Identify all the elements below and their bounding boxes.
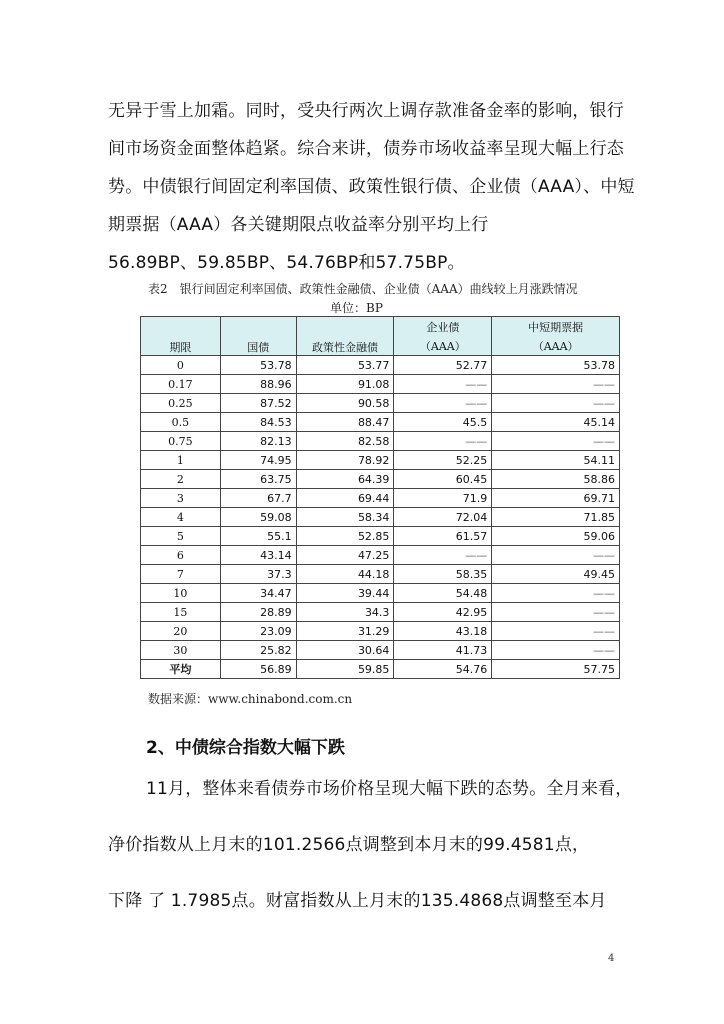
table-row xyxy=(141,603,620,622)
cell-period: 0 xyxy=(141,356,221,375)
cell-period: 3 xyxy=(141,489,221,508)
cell-enterprise: 42.95 xyxy=(394,603,492,622)
cell-treasury: 28.89 xyxy=(220,603,296,622)
table-row xyxy=(141,641,620,660)
cell-period: 0.5 xyxy=(141,413,221,432)
cell-enterprise: 43.18 xyxy=(394,622,492,641)
table-source: 数据来源：www.chinabond.com.cn xyxy=(148,692,353,706)
section-heading: 2、中债综合指数大幅下跌 xyxy=(146,738,345,758)
header-treasury: 国债 xyxy=(220,317,296,356)
cell-enterprise: 61.57 xyxy=(394,527,492,546)
table-row xyxy=(141,565,620,584)
cell-enterprise: —— xyxy=(394,375,492,394)
cell-policy-bank: 90.58 xyxy=(296,394,394,413)
cell-enterprise: 52.25 xyxy=(394,451,492,470)
table-row xyxy=(141,546,620,565)
cell-short-note: —— xyxy=(492,622,620,641)
cell-policy-bank: 53.77 xyxy=(296,356,394,375)
cell-short-note: —— xyxy=(492,394,620,413)
cell-treasury: 34.47 xyxy=(220,584,296,603)
table-caption: 表2 银行间固定利率国债、政策性金融债、企业债（AAA）曲线较上月涨跌情况 xyxy=(148,282,578,296)
cell-enterprise: 71.9 xyxy=(394,489,492,508)
cell-enterprise: —— xyxy=(394,432,492,451)
cell-policy-bank: 30.64 xyxy=(296,641,394,660)
cell-period: 20 xyxy=(141,622,221,641)
page-number: 4 xyxy=(608,953,615,964)
cell-policy-bank: 58.34 xyxy=(296,508,394,527)
cell-treasury: 87.52 xyxy=(220,394,296,413)
cell-enterprise: —— xyxy=(394,546,492,565)
cell-policy-bank: 39.44 xyxy=(296,584,394,603)
cell-treasury: 88.96 xyxy=(220,375,296,394)
cell-policy-bank: 88.47 xyxy=(296,413,394,432)
cell-short-note: —— xyxy=(492,603,620,622)
table-row xyxy=(141,451,620,470)
cell-period: 7 xyxy=(141,565,221,584)
header-enterprise: 企业债 xyxy=(394,317,492,337)
cell-period: 10 xyxy=(141,584,221,603)
paragraph-line: 56.89BP、59.85BP、54.76BP和57.75BP。 xyxy=(108,253,465,273)
cell-treasury: 23.09 xyxy=(220,622,296,641)
paragraph-line: 无异于雪上加霜。同时，受央行两次上调存款准备金率的影响，银行 xyxy=(108,101,624,121)
table-row xyxy=(141,508,620,527)
cell-short-note: 57.75 xyxy=(492,660,620,679)
table-row xyxy=(141,527,620,546)
table-row xyxy=(141,375,620,394)
table-row xyxy=(141,470,620,489)
cell-treasury: 43.14 xyxy=(220,546,296,565)
cell-policy-bank: 52.85 xyxy=(296,527,394,546)
cell-period: 30 xyxy=(141,641,221,660)
cell-treasury: 82.13 xyxy=(220,432,296,451)
cell-short-note: 58.86 xyxy=(492,470,620,489)
cell-enterprise: 41.73 xyxy=(394,641,492,660)
cell-policy-bank: 31.29 xyxy=(296,622,394,641)
table-row xyxy=(141,489,620,508)
table-body xyxy=(141,356,620,679)
paragraph-line: 净价指数从上月末的101.2566点调整到本月末的99.4581点， xyxy=(108,835,590,855)
cell-policy-bank: 69.44 xyxy=(296,489,394,508)
header-short-note: 中短期票据 xyxy=(492,317,620,337)
cell-policy-bank: 47.25 xyxy=(296,546,394,565)
cell-period: 平均 xyxy=(141,660,221,679)
cell-policy-bank: 91.08 xyxy=(296,375,394,394)
cell-enterprise: 60.45 xyxy=(394,470,492,489)
cell-enterprise: —— xyxy=(394,394,492,413)
cell-short-note: 53.78 xyxy=(492,356,620,375)
paragraph-line: 间市场资金面整体趋紧。综合来讲，债券市场收益率呈现大幅上行态 xyxy=(108,139,624,159)
cell-period: 0.17 xyxy=(141,375,221,394)
cell-short-note: 71.85 xyxy=(492,508,620,527)
cell-policy-bank: 82.58 xyxy=(296,432,394,451)
cell-treasury: 63.75 xyxy=(220,470,296,489)
cell-short-note: —— xyxy=(492,641,620,660)
cell-short-note: 54.11 xyxy=(492,451,620,470)
cell-treasury: 37.3 xyxy=(220,565,296,584)
cell-enterprise: 54.48 xyxy=(394,584,492,603)
cell-policy-bank: 44.18 xyxy=(296,565,394,584)
cell-short-note: 69.71 xyxy=(492,489,620,508)
cell-period: 6 xyxy=(141,546,221,565)
cell-policy-bank: 34.3 xyxy=(296,603,394,622)
cell-short-note: —— xyxy=(492,546,620,565)
cell-short-note: —— xyxy=(492,432,620,451)
yield-change-table xyxy=(140,316,620,679)
cell-short-note: —— xyxy=(492,375,620,394)
header-enterprise-rating: （AAA） xyxy=(394,336,492,356)
cell-treasury: 59.08 xyxy=(220,508,296,527)
header-policy-bank: 政策性金融债 xyxy=(296,317,394,356)
cell-treasury: 25.82 xyxy=(220,641,296,660)
cell-treasury: 56.89 xyxy=(220,660,296,679)
average-row xyxy=(141,660,620,679)
cell-short-note: 49.45 xyxy=(492,565,620,584)
table-row xyxy=(141,584,620,603)
cell-treasury: 55.1 xyxy=(220,527,296,546)
cell-period: 2 xyxy=(141,470,221,489)
paragraph-line: 11月，整体来看债券市场价格呈现大幅下跌的态势。全月来看， xyxy=(146,779,633,799)
cell-short-note: 59.06 xyxy=(492,527,620,546)
cell-short-note: 45.14 xyxy=(492,413,620,432)
cell-enterprise: 54.76 xyxy=(394,660,492,679)
cell-enterprise: 58.35 xyxy=(394,565,492,584)
cell-enterprise: 72.04 xyxy=(394,508,492,527)
cell-treasury: 67.7 xyxy=(220,489,296,508)
header-short-note-rating: （AAA） xyxy=(492,336,620,356)
cell-treasury: 74.95 xyxy=(220,451,296,470)
cell-enterprise: 45.5 xyxy=(394,413,492,432)
cell-period: 15 xyxy=(141,603,221,622)
cell-period: 0.75 xyxy=(141,432,221,451)
header-period: 期限 xyxy=(141,317,221,356)
paragraph-line: 期票据（AAA）各关键期限点收益率分别平均上行 xyxy=(108,215,489,235)
table-row xyxy=(141,394,620,413)
cell-period: 1 xyxy=(141,451,221,470)
table-row xyxy=(141,413,620,432)
table-row xyxy=(141,432,620,451)
cell-policy-bank: 78.92 xyxy=(296,451,394,470)
cell-treasury: 53.78 xyxy=(220,356,296,375)
paragraph-line: 势。中债银行间固定利率国债、政策性银行债、企业债（AAA）、中短 xyxy=(108,177,635,197)
table-row xyxy=(141,356,620,375)
cell-period: 0.25 xyxy=(141,394,221,413)
cell-policy-bank: 64.39 xyxy=(296,470,394,489)
table-row xyxy=(141,622,620,641)
cell-period: 5 xyxy=(141,527,221,546)
cell-treasury: 84.53 xyxy=(220,413,296,432)
cell-period: 4 xyxy=(141,508,221,527)
cell-enterprise: 52.77 xyxy=(394,356,492,375)
cell-short-note: —— xyxy=(492,584,620,603)
table-unit: 单位：BP xyxy=(330,301,383,315)
paragraph-line: 下降 了 1.7985点。财富指数从上月末的135.4868点调整至本月 xyxy=(108,891,607,911)
cell-policy-bank: 59.85 xyxy=(296,660,394,679)
